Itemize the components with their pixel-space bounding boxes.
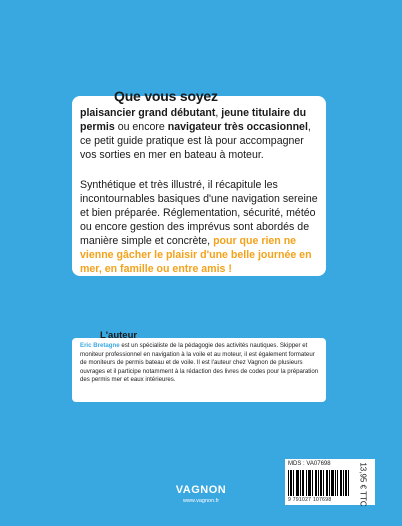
intro-bold-1: plaisancier grand débutant <box>80 107 216 119</box>
intro-text-3: , ce petit guide pratique est là pour accompagner vos sorties en mer en bateau à moteur. <box>80 121 311 161</box>
mds-code: MDS : VA07698 <box>288 461 331 467</box>
summary-accent-text: pour que rien ne vienne gâcher le plaisir d'une belle journée en mer, en famille ou entre amis ! <box>80 235 312 275</box>
author-bio-text: est un spécialiste de la pédagogie des activités nautiques. Skipper et moniteur professionnel en navigation à la voile et au moteur, il est également formateur de moniteurs de permis bateau et de voile. Il est l'auteur chez Vagnon de plusieurs ouvrages et il participe notamment à la rédaction des livres de codes pour la préparation des permis mer et eaux intérieures. <box>80 342 319 384</box>
summary-paragraph <box>80 178 322 276</box>
author-bio <box>80 342 320 385</box>
publisher-logo: VAGNON <box>175 484 227 496</box>
intro-text-2: ou encore <box>114 121 168 133</box>
publisher-url: www.vagnon.fr <box>182 498 220 504</box>
intro-paragraph <box>80 106 322 162</box>
author-name: Eric Bretagne <box>80 342 120 349</box>
price-text: 13,95 € TTC <box>358 461 368 507</box>
isbn-number: 9 791027 107698 <box>288 497 332 503</box>
intro-bold-3: navigateur très occasionnel <box>167 121 308 133</box>
summary-text: Synthétique et très illustré, il récapitule les incontournables basiques d'une navigation sereine et bien préparée. Réglementation, sécurité, météo ou encore gestion des imprévus sont abordés de manière simple et concrète, <box>80 179 318 247</box>
intro-text-1: , <box>215 107 222 119</box>
intro-heading: Que vous soyez <box>114 88 218 104</box>
intro-bold-2: jeune titulaire du permis <box>80 107 307 133</box>
author-heading: L'auteur <box>100 330 138 341</box>
